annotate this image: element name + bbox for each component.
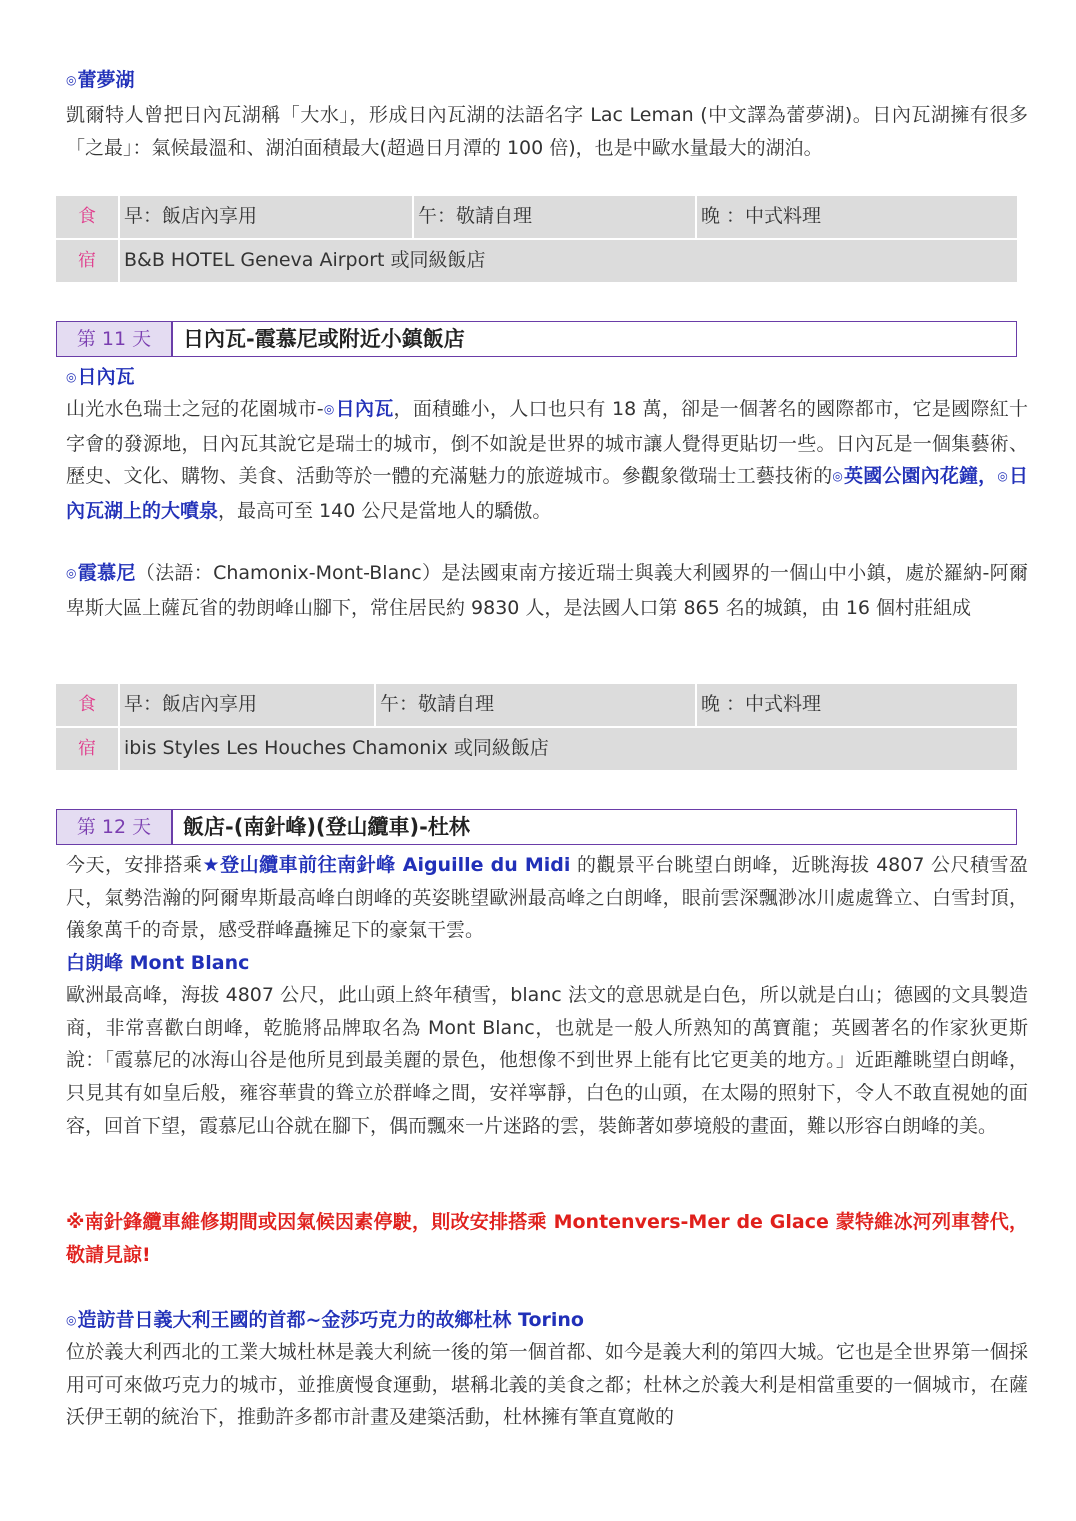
bullet-icon: ◎ bbox=[323, 402, 335, 416]
hotel-cell: ibis Styles Les Houches Chamonix 或同級飯店 bbox=[124, 737, 549, 759]
day-title: 日內瓦-霞慕尼或附近小鎮飯店 bbox=[183, 327, 465, 351]
geneva-paragraph: 山光水色瑞士之冠的花園城市-◎日內瓦，面積雖小，人口也只有 18 萬，卻是一個著名的國際都市，它是國際紅十字會的發源地，日內瓦其說它是瑞士的城市，倒不如說是世界的城市讓人覺得更貼切一些。日內瓦是一個集藝術、歷史、文化、購物、美食、活動等於一體的充滿魅力的旅遊城市。參觀象徵瑞士工藝技術的◎英國公園內花鐘，◎日內瓦湖上的大噴泉，最高可至 140 公尺是當地人的驕傲。 bbox=[66, 398, 1028, 523]
bullet-icon: ◎ bbox=[66, 1313, 77, 1327]
lunch-cell: 午：敬請自理 bbox=[412, 196, 695, 238]
meal-row bbox=[56, 196, 1017, 240]
aiguille-paragraph: 今天，安排搭乘★登山纜車前往南針峰 Aiguille du Midi 的觀景平台眺望白朗峰，近眺海拔 4807 公尺積雪盈尺，氣勢浩瀚的阿爾卑斯最高峰白朗峰的英姿眺望歐洲最高峰之白朗峰，眼前雲深飄渺冰川處處聳立、白雪封頂，儀象萬千的奇景，感受群峰矗擁足下的豪氣干雲。 bbox=[66, 854, 1028, 942]
day-12-header bbox=[56, 809, 1017, 845]
breakfast-cell: 早：飯店內享用 bbox=[124, 205, 258, 227]
stay-label: 宿 bbox=[56, 240, 120, 282]
day-title: 飯店-(南針峰)(登山纜車)-杜林 bbox=[183, 815, 470, 839]
mont-blanc-heading: 白朗峰 Mont Blanc bbox=[66, 952, 250, 974]
meal-table-day10 bbox=[56, 196, 1017, 282]
dinner-cell: 晚 ：中式料理 bbox=[695, 196, 1017, 238]
mont-blanc-paragraph: 歐洲最高峰，海拔 4807 公尺，此山頭上終年積雪，blanc 法文的意思就是白色，所以就是白山；德國的文具製造商，非常喜歡白朗峰，乾脆將品牌取名為 Mont Blanc，也就是一般人所熟知的萬寶龍；英國著名的作家狄更斯說：「霞慕尼的冰海山谷是他所見到最美麗的景色，他想像不到世界上能有比它更美的地方。」近距離眺望白朗峰，只見其有如皇后般，雍容華貴的聳立於群峰之間，安祥寧靜，白色的山頭，在太陽的照射下，令人不敢直視她的面容，回首下望，霞慕尼山谷就在腳下，偶而飄來一片迷路的雲，裝飾著如夢境般的畫面，難以形容白朗峰的美。 bbox=[66, 984, 1028, 1137]
hotel-cell: B&B HOTEL Geneva Airport 或同級飯店 bbox=[124, 249, 486, 271]
bullet-icon: ◎ bbox=[66, 370, 77, 384]
food-label: 食 bbox=[56, 684, 120, 726]
day-number: 第 12 天 bbox=[57, 810, 173, 844]
cable-car-notice: ※南針鋒纜車維修期間或因氣候因素停駛，則改安排搭乘 Montenvers-Mer de Glace 蒙特維冰河列車替代，敬請見諒! bbox=[66, 1211, 1028, 1266]
torino-heading: ◎造訪昔日義大利王國的首都~金莎巧克力的故鄉杜林 Torino bbox=[66, 1309, 584, 1331]
bullet-icon: ◎ bbox=[832, 469, 844, 484]
lunch-cell: 午：敬請自理 bbox=[374, 684, 695, 726]
bullet-icon: ◎ bbox=[66, 73, 77, 87]
bullet-icon: ◎ bbox=[66, 566, 77, 580]
cable-car-highlight: ★登山纜車前往南針峰 Aiguille du Midi bbox=[202, 854, 571, 876]
torino-paragraph: 位於義大利西北的工業大城杜林是義大利統一後的第一個首都、如今是義大利的第四大城。它也是全世界第一個採用可可來做巧克力的城市，並推廣慢食運動，堪稱北義的美食之都；杜林之於義大利是相當重要的一個城市，在薩沃伊王朝的統治下，推動許多都市計畫及建築活動，杜林擁有筆直寬敞的 bbox=[66, 1341, 1028, 1429]
day-11-header bbox=[56, 321, 1017, 357]
meal-row bbox=[56, 684, 1017, 728]
breakfast-cell: 早：飯店內享用 bbox=[124, 693, 258, 715]
stay-label: 宿 bbox=[56, 728, 120, 770]
food-label: 食 bbox=[56, 196, 120, 238]
day-number: 第 11 天 bbox=[57, 322, 173, 356]
lake-heading: ◎蕾夢湖 bbox=[66, 69, 135, 91]
chamonix-paragraph: ◎霞慕尼（法語：Chamonix-Mont-Blanc）是法國東南方接近瑞士與義大利國界的一個山中小鎮，處於羅納-阿爾卑斯大區上薩瓦省的勃朗峰山腳下，常住居民約 9830 人，是法國人口第 865 名的城鎮，由 16 個村莊組成 bbox=[66, 562, 1028, 619]
geneva-heading: ◎日內瓦 bbox=[66, 366, 135, 388]
meal-table-day11 bbox=[56, 684, 1017, 770]
stay-row bbox=[56, 728, 1017, 770]
bullet-icon: ◎ bbox=[997, 469, 1008, 484]
lake-paragraph: 凱爾特人曾把日內瓦湖稱「大水」，形成日內瓦湖的法語名字 Lac Leman (中文譯為蕾夢湖)。日內瓦湖擁有很多「之最」：氣候最溫和、湖泊面積最大(超過日月潭的 100 倍)，也是中歐水量最大的湖泊。 bbox=[66, 104, 1028, 159]
stay-row bbox=[56, 240, 1017, 282]
dinner-cell: 晚 ：中式料理 bbox=[695, 684, 1017, 726]
